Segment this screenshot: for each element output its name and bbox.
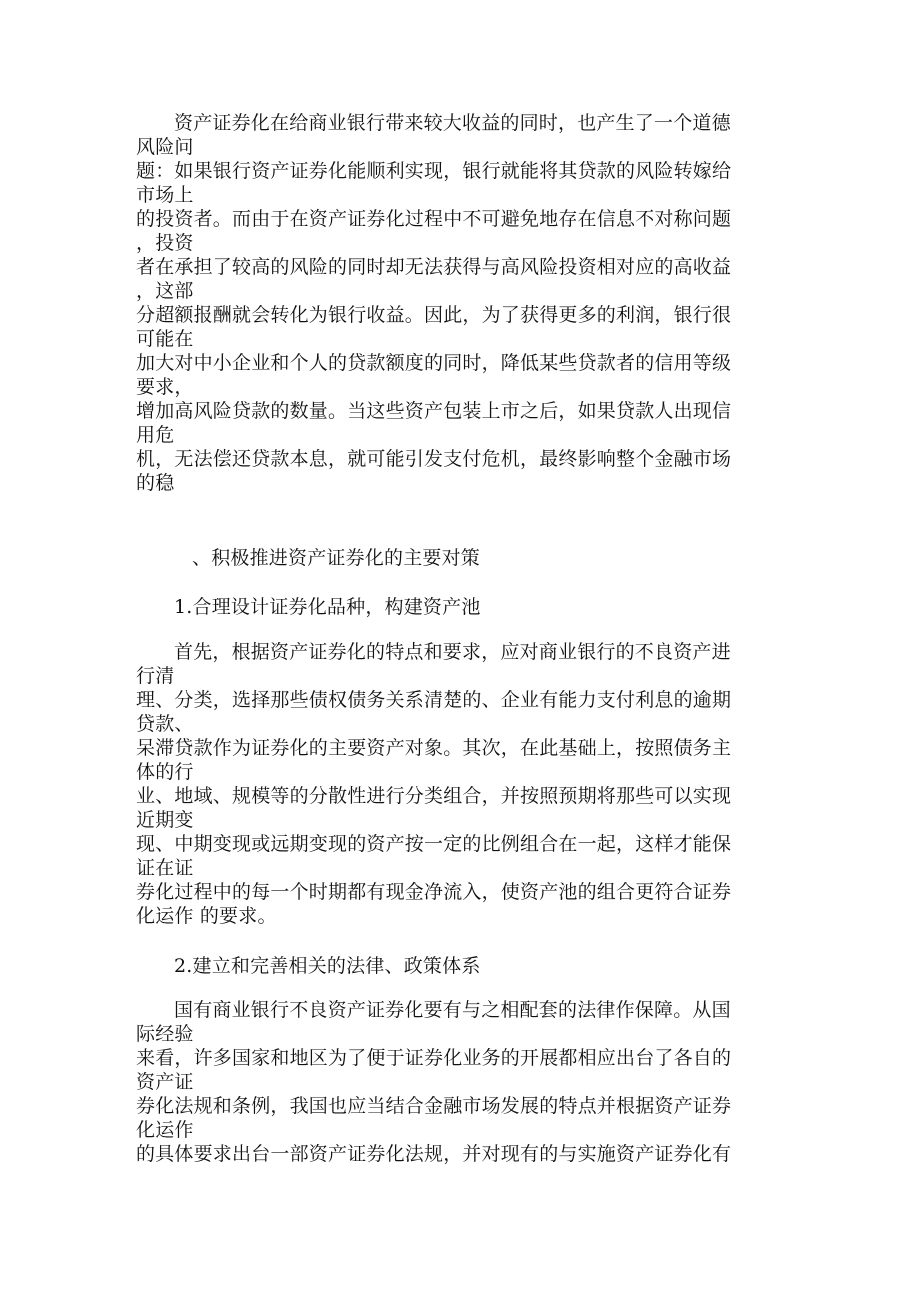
paragraph-line: 者在承担了较高的风险的同时却无法获得与高风险投资相对应的高收益 xyxy=(136,256,732,278)
paragraph-line: 呆滞贷款作为证券化的主要资产对象。其次，在此基础上，按照债务主 xyxy=(136,737,732,759)
paragraph-line: 体的行 xyxy=(136,761,194,783)
paragraph-line: 资产证券化在给商业银行带来较大收益的同时，也产生了一个道德 xyxy=(174,112,731,134)
paragraph-line: 市场上 xyxy=(136,184,194,206)
paragraph-line: 分超额报酬就会转化为银行收益。因此，为了获得更多的利润，银行很 xyxy=(136,304,732,326)
paragraph-line: 要求， xyxy=(136,376,194,398)
paragraph-line: ，这部 xyxy=(136,280,194,302)
paragraph-line: 的具体要求出台一部资产证券化法规，并对现有的与实施资产证券化有 xyxy=(136,1143,732,1165)
paragraph-line: 资产证 xyxy=(136,1071,194,1093)
paragraph-line: 业、地域、规模等的分散性进行分类组合，并按照预期将那些可以实现 xyxy=(136,785,732,807)
paragraph-line: 的投资者。而由于在资产证券化过程中不可避免地存在信息不对称问题 xyxy=(136,208,732,230)
subheading: 2.建立和完善相关的法律、政策体系 xyxy=(174,955,481,977)
paragraph-line: 证在证 xyxy=(136,857,194,879)
paragraph-line: 机，无法偿还贷款本息，就可能引发支付危机，最终影响整个金融市场 xyxy=(136,448,732,470)
paragraph-line: 增加高风险贷款的数量。当这些资产包装上市之后，如果贷款人出现信 xyxy=(136,400,732,422)
paragraph-line: 际经验 xyxy=(136,1023,194,1045)
paragraph-line: 行清 xyxy=(136,665,175,687)
paragraph-line: 的稳 xyxy=(136,472,175,494)
paragraph-line: 券化法规和条例，我国也应当结合金融市场发展的特点并根据资产证券 xyxy=(136,1095,732,1117)
paragraph-line: 首先，根据资产证券化的特点和要求，应对商业银行的不良资产进 xyxy=(174,641,731,663)
paragraph-line: 化运作 xyxy=(136,1119,194,1141)
paragraph-line: 现、中期变现或远期变现的资产按一定的比例组合在一起，这样才能保 xyxy=(136,833,732,855)
paragraph-line: 题：如果银行资产证券化能顺利实现，银行就能将其贷款的风险转嫁给 xyxy=(136,160,732,182)
paragraph-line: 国有商业银行不良资产证券化要有与之相配套的法律作保障。从国 xyxy=(174,999,731,1021)
paragraph-line: 来看，许多国家和地区为了便于证券化业务的开展都相应出台了各自的 xyxy=(136,1047,732,1069)
paragraph-line: 用危 xyxy=(136,424,175,446)
paragraph-line: 可能在 xyxy=(136,328,194,350)
paragraph-line: 近期变 xyxy=(136,809,194,831)
paragraph-line: 贷款、 xyxy=(136,713,194,735)
paragraph-line: ，投资 xyxy=(136,232,194,254)
section-heading: 、积极推进资产证券化的主要对策 xyxy=(192,547,481,569)
paragraph-line: 化运作 的要求。 xyxy=(136,905,277,927)
paragraph-line: 加大对中小企业和个人的贷款额度的同时，降低某些贷款者的信用等级 xyxy=(136,352,732,374)
paragraph-line: 券化过程中的每一个时期都有现金净流入，使资产池的组合更符合证券 xyxy=(136,881,732,903)
paragraph-line: 风险问 xyxy=(136,136,194,158)
subheading: 1.合理设计证券化品种，构建资产池 xyxy=(174,596,481,618)
paragraph-line: 理、分类，选择那些债权债务关系清楚的、企业有能力支付利息的逾期 xyxy=(136,689,732,711)
